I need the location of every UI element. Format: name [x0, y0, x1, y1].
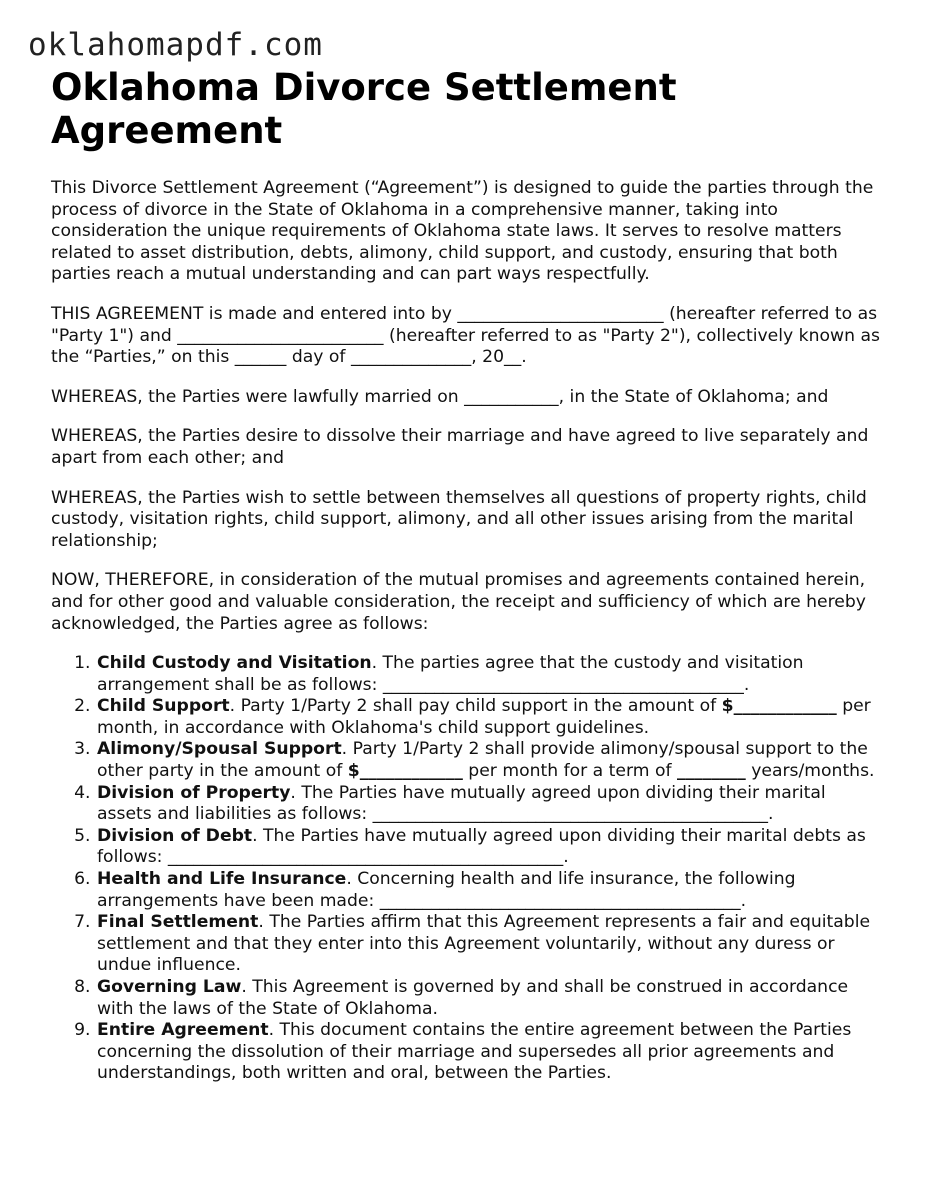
term-text: . The parties agree that the custody and visitation arrangement shall be as follows: __________________________________________. — [97, 653, 804, 695]
parties-clause: THIS AGREEMENT is made and entered into by ________________________ (hereafter referred to as "Party 1") and ________________________ (hereafter referred to as "Party 2"), collectively known as the “Parties,” on this ______ day of ______________, 20__. — [51, 303, 880, 368]
term-text: . The Parties affirm that this Agreement represents a fair and equitable settlement and that they enter into this Agreement voluntarily, without any duress or undue influence. — [97, 912, 871, 976]
whereas-settle-clause: WHEREAS, the Parties wish to settle between themselves all questions of property rights, child custody, visitation rights, child support, alimony, and all other issues arising from the marital relationship; — [51, 487, 867, 551]
term-heading: Alimony/Spousal Support — [97, 739, 342, 760]
term-child-custody — [96, 653, 883, 696]
amount-blank: $____________ — [721, 696, 837, 717]
term-insurance — [96, 869, 883, 912]
term-alimony — [96, 739, 883, 782]
term-heading: Final Settlement — [97, 912, 259, 933]
term-heading: Division of Debt — [97, 825, 253, 846]
intro-paragraph: This Divorce Settlement Agreement (“Agreement”) is designed to guide the parties through the process of divorce in the State of Oklahoma in a comprehensive manner, taking into consideration the unique requirements of Oklahoma state laws. It serves to resolve matters related to asset distribution, debts, alimony, child support, and custody, ensuring that both parties reach a mutual understanding and can part ways respectfully. — [51, 178, 874, 285]
term-text: . Party 1/Party 2 shall provide alimony/spousal support to the other party in the amount of — [97, 739, 868, 782]
document-body — [51, 178, 883, 1085]
term-governing-law — [96, 977, 883, 1020]
term-text-end: years/months. — [745, 761, 875, 782]
term-text-after: per month for a term of — [462, 761, 677, 782]
term-heading: Division of Property — [97, 782, 291, 803]
whereas-married-clause: WHEREAS, the Parties were lawfully married on ___________, in the State of Oklahoma; and — [51, 386, 829, 407]
term-entire-agreement — [96, 1020, 883, 1085]
term-heading: Entire Agreement — [97, 1020, 269, 1041]
term-heading: Governing Law — [97, 977, 242, 997]
now-therefore-clause: NOW, THEREFORE, in consideration of the mutual promises and agreements contained herein, and for other good and valuable consideration, the receipt and sufficiency of which are hereby acknowledged, the Parties agree as follows: — [51, 570, 866, 634]
term-child-support — [96, 696, 883, 739]
term-text: . The Parties have mutually agreed upon dividing their marital debts as follows: ______________________________________________. — [97, 825, 866, 868]
term-text: . Party 1/Party 2 shall pay child support in the amount of — [229, 696, 722, 717]
term-text-after: per month, in accordance with Oklahoma's child support guidelines. — [97, 696, 871, 738]
site-watermark: oklahomapdf.com — [28, 27, 323, 63]
document-title: Oklahoma Divorce Settlement Agreement — [51, 66, 677, 152]
terms-list — [51, 653, 883, 1085]
term-division-property — [96, 783, 883, 826]
term-division-debt — [96, 826, 883, 869]
term-heading: Health and Life Insurance — [97, 869, 347, 890]
term-text: . The Parties have mutually agreed upon dividing their marital assets and liabilities as follows: ______________________________________________. — [97, 782, 826, 825]
term-length-blank: ________ — [676, 761, 746, 782]
term-text: . Concerning health and life insurance, the following arrangements have been made: __________________________________________. — [97, 869, 796, 911]
term-heading: Child Custody and Visitation — [97, 653, 372, 674]
whereas-dissolve-clause: WHEREAS, the Parties desire to dissolve their marriage and have agreed to live separately and apart from each other; and — [51, 426, 869, 468]
term-final-settlement — [96, 912, 883, 977]
term-text: . This Agreement is governed by and shall be construed in accordance with the laws of the State of Oklahoma. — [97, 977, 849, 1019]
term-heading: Child Support — [97, 696, 230, 717]
amount-blank: $____________ — [347, 761, 463, 782]
term-text: . This document contains the entire agreement between the Parties concerning the dissolution of their marriage and supersedes all prior agreements and understandings, both written and oral, between the Parties. — [97, 1020, 852, 1084]
